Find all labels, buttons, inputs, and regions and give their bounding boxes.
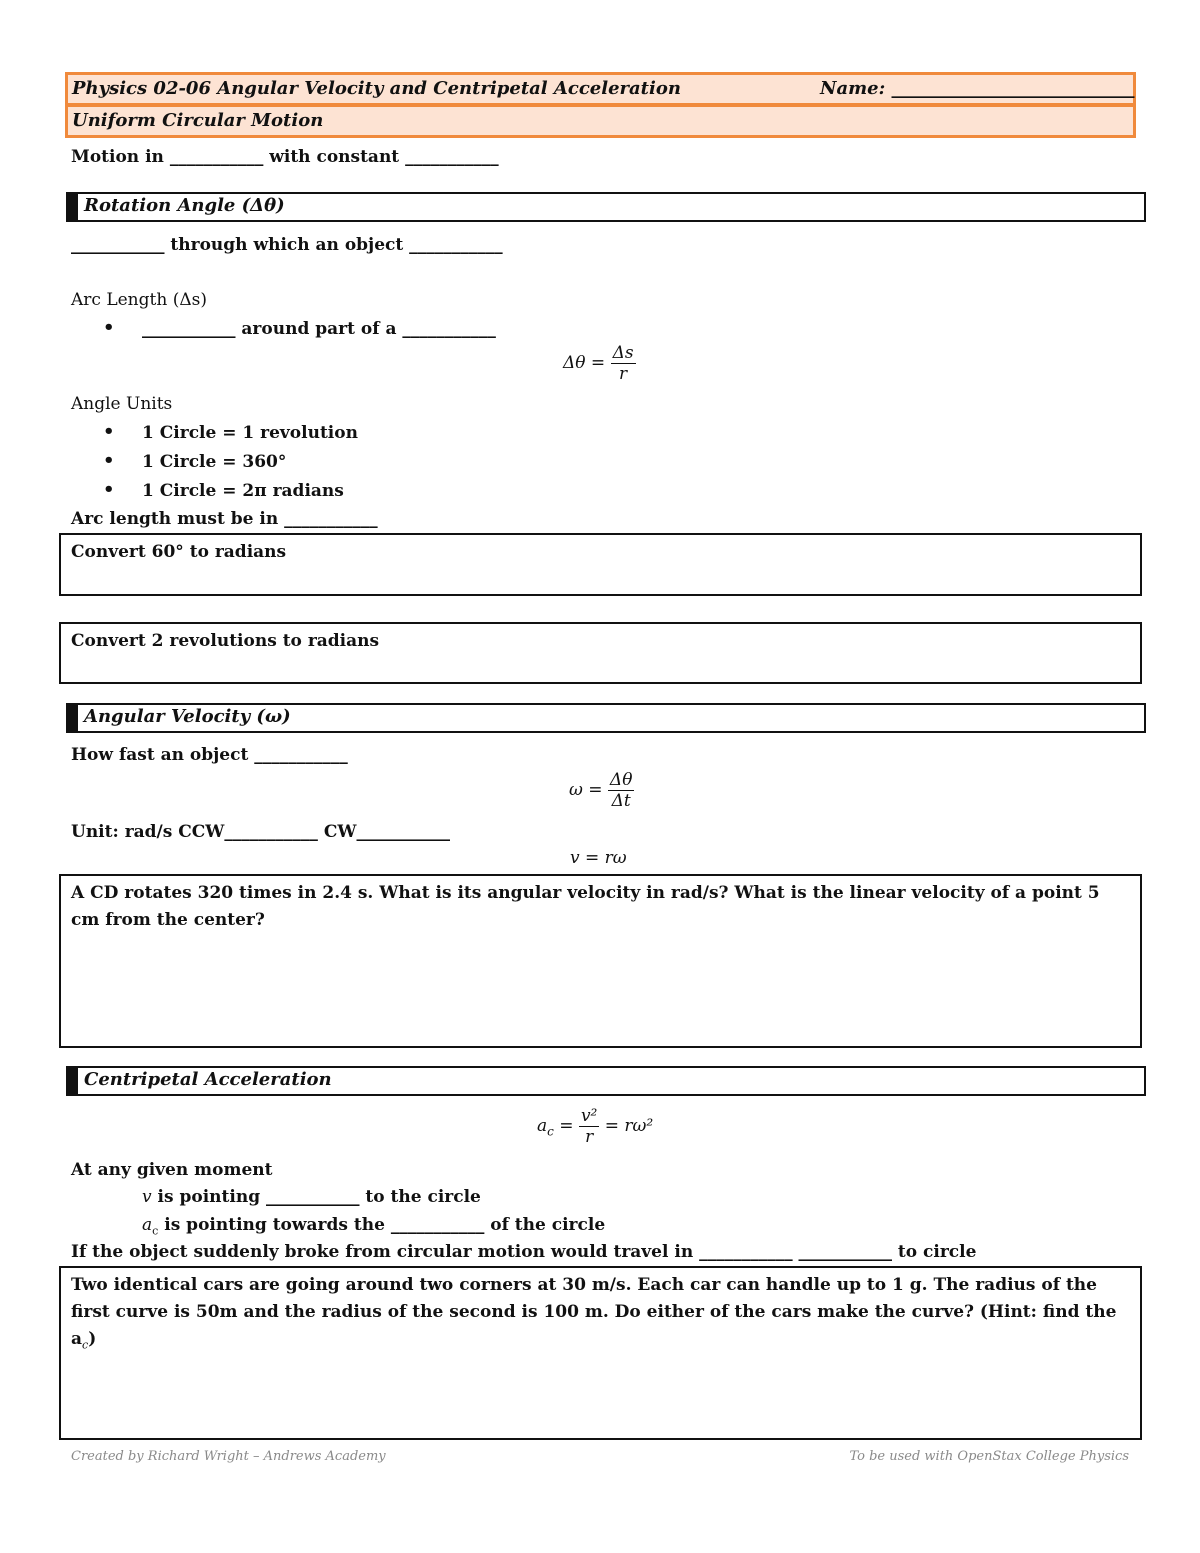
formula-lhs: ω = bbox=[569, 780, 603, 800]
bullet-icon: • bbox=[103, 450, 115, 471]
formula-rhs: = rω² bbox=[604, 1116, 654, 1136]
unit-item: 1 Circle = 360° bbox=[142, 452, 287, 472]
problem-text: Convert 60° to radians bbox=[71, 542, 287, 562]
velocity-direction-rest: is pointing ___________ to the circle bbox=[151, 1187, 481, 1207]
section-heading: Rotation Angle (Δθ) bbox=[84, 195, 285, 216]
page-subtitle: Uniform Circular Motion bbox=[72, 110, 324, 131]
angle-units-label: Angle Units bbox=[71, 394, 173, 414]
subtitle-bar bbox=[65, 104, 1136, 138]
formula-denominator: r bbox=[619, 364, 628, 384]
section-rotation-angle bbox=[66, 192, 1146, 222]
formula-fraction bbox=[608, 770, 635, 811]
bullet-icon: • bbox=[103, 317, 115, 338]
linear-velocity-formula: v = rω bbox=[570, 848, 627, 868]
moment-text: At any given moment bbox=[71, 1160, 273, 1180]
velocity-direction-text bbox=[142, 1186, 481, 1208]
problem-subscript: c bbox=[82, 1338, 89, 1352]
formula-fraction bbox=[611, 343, 636, 384]
section-angular-velocity bbox=[66, 703, 1146, 733]
formula-lhs: Δθ = bbox=[563, 353, 606, 373]
rotation-formula bbox=[563, 343, 636, 384]
title-bar bbox=[65, 72, 1136, 106]
bullet-icon: • bbox=[103, 479, 115, 500]
centripetal-formula bbox=[537, 1106, 653, 1147]
section-heading: Centripetal Acceleration bbox=[84, 1069, 332, 1090]
problem-box[interactable] bbox=[59, 874, 1142, 1048]
section-centripetal-acceleration bbox=[66, 1066, 1146, 1096]
problem-end: ) bbox=[88, 1329, 97, 1349]
formula-numerator: v² bbox=[580, 1106, 598, 1126]
problem-text: Convert 2 revolutions to radians bbox=[71, 631, 380, 651]
angular-velocity-definition: How fast an object ___________ bbox=[71, 745, 348, 765]
formula-numerator: Δs bbox=[612, 343, 634, 363]
footer-right: To be used with OpenStax College Physics bbox=[849, 1449, 1129, 1464]
formula-subscript: c bbox=[547, 1124, 554, 1139]
unit-text: Unit: rad/s CCW___________ CW___________ bbox=[71, 822, 450, 842]
problem-text bbox=[71, 1272, 1131, 1358]
problem-box[interactable] bbox=[59, 1266, 1142, 1440]
formula-denominator: Δt bbox=[611, 791, 631, 811]
acceleration-symbol: a bbox=[142, 1215, 153, 1235]
arc-must-text: Arc length must be in ___________ bbox=[71, 509, 378, 529]
formula-lhs: a bbox=[537, 1116, 548, 1136]
problem-box[interactable] bbox=[59, 622, 1142, 684]
bullet-icon: • bbox=[103, 421, 115, 442]
problem-text: A CD rotates 320 times in 2.4 s. What is its angular velocity in rad/s? What is the linear velocity of a point 5 cm from the center? bbox=[71, 883, 1100, 930]
velocity-symbol: v bbox=[142, 1187, 152, 1207]
arc-length-label: Arc Length (Δs) bbox=[71, 290, 207, 310]
acceleration-subscript: c bbox=[152, 1224, 159, 1238]
formula-equals: = bbox=[553, 1116, 574, 1136]
name-field-label: Name: ___________________________ bbox=[820, 78, 1135, 99]
problem-body: Two identical cars are going around two corners at 30 m/s. Each car can handle up to 1 g. The radius of the first curve is 50m and the radius of the second is 100 m. Do either of the cars make the curve? (Hint: find the a bbox=[71, 1275, 1117, 1349]
formula-fraction bbox=[579, 1106, 599, 1147]
acceleration-direction-text bbox=[142, 1214, 605, 1242]
formula-numerator: Δθ bbox=[609, 770, 633, 790]
intro-text: Motion in ___________ with constant ___________ bbox=[71, 147, 499, 167]
section-heading: Angular Velocity (ω) bbox=[84, 706, 291, 727]
unit-item: 1 Circle = 2π radians bbox=[142, 481, 344, 501]
footer-left: Created by Richard Wright – Andrews Academy bbox=[71, 1449, 386, 1464]
problem-box[interactable] bbox=[59, 533, 1142, 596]
page-title: Physics 02-06 Angular Velocity and Centripetal Acceleration bbox=[72, 78, 681, 99]
formula-denominator: r bbox=[585, 1127, 594, 1147]
rotation-definition: ___________ through which an object ___________ bbox=[71, 235, 503, 255]
unit-item: 1 Circle = 1 revolution bbox=[142, 423, 358, 443]
acceleration-direction-rest: is pointing towards the ___________ of the circle bbox=[158, 1215, 606, 1235]
angular-velocity-formula bbox=[569, 770, 634, 811]
arc-bullet-text: ___________ around part of a ___________ bbox=[142, 319, 496, 339]
broke-text: If the object suddenly broke from circular motion would travel in ___________ ___________ to circle bbox=[71, 1242, 977, 1262]
